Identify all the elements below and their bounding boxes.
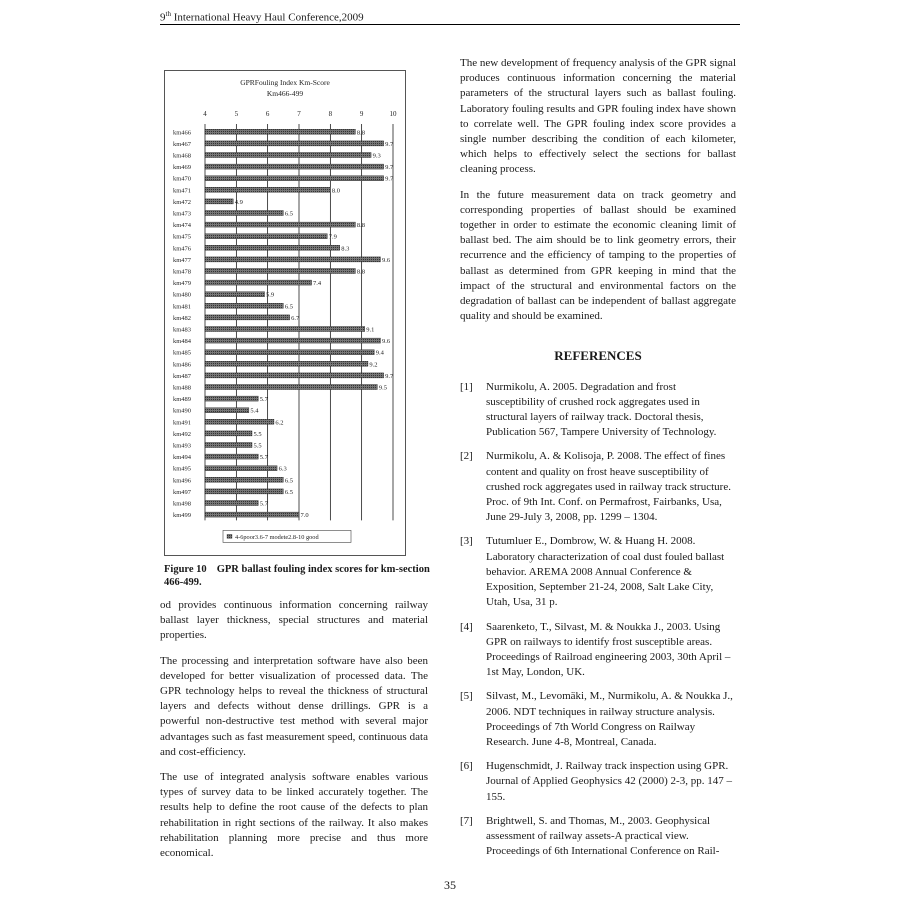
legend-label: 4-6poor3.6-7 modete2.8-10 good <box>235 533 319 541</box>
x-tick-label: 9 <box>359 110 364 118</box>
bar <box>205 501 258 506</box>
bar-value-label: 9.6 <box>381 338 391 346</box>
bar <box>205 477 283 482</box>
category-label: km470 <box>173 175 192 183</box>
bar-value-label: 7.4 <box>313 280 322 288</box>
bar <box>205 280 312 285</box>
header-number: 9 <box>160 11 166 24</box>
bar <box>205 512 299 517</box>
reference-number: [2] <box>460 450 473 463</box>
x-tick-label: 8 <box>328 110 333 118</box>
bar-value-label: 8.0 <box>331 187 340 195</box>
figure-caption <box>164 563 434 589</box>
reference-text: Hugenschmidt, J. Railway track inspection using GPR. Journal of Applied Geophysics 42 (2000) 2-3, pp. 147 – 155. <box>486 760 732 803</box>
category-label: km467 <box>173 140 192 148</box>
bar-value-label: 5.5 <box>253 442 262 450</box>
bar-value-label: 5.7 <box>259 500 268 508</box>
reference-item <box>460 380 736 441</box>
bar <box>205 187 330 192</box>
bar <box>205 443 252 448</box>
running-header <box>160 10 364 24</box>
bar-value-label: 5.5 <box>253 430 262 438</box>
category-label: km481 <box>173 303 192 311</box>
bar-value-label: 7.0 <box>300 512 309 520</box>
header-text: International Heavy Haul Conference,2009 <box>170 11 364 24</box>
figure-label: Figure 10 <box>164 564 207 575</box>
bar <box>205 315 290 320</box>
category-label: km475 <box>173 233 192 241</box>
bar <box>205 129 355 134</box>
page-number: 35 <box>444 878 456 892</box>
x-tick-label: 7 <box>297 110 301 118</box>
reference-item <box>460 814 736 860</box>
reference-text: Silvast, M., Levomäki, M., Nurmikolu, A. & Noukka J., 2006. NDT techniques in railway structure analysis. Proceedings of 7th World Congress on Railway Research. June 4-8, Montreal, Canada. <box>486 690 733 748</box>
bar <box>205 338 380 343</box>
bar <box>205 176 384 181</box>
x-tick-label: 4 <box>203 110 207 118</box>
category-label: km484 <box>173 338 192 346</box>
reference-text: Nurmikolu, A. 2005. Degradation and frost susceptibility of crushed rock aggregates used in structural layers of railway track. Doctoral thesis, Publication 567, Tampere University of Technology. <box>486 380 717 439</box>
fouling-index-chart <box>164 70 406 556</box>
right-column <box>460 56 736 868</box>
right-paragraph-2: In the future measurement data on track geometry and corresponding properties of ballast should be examined together in order to estimate the economic cleaning limit of ballast bed. The aim should be to link geometry errors, their recurrence and the efficiency of tamping to the properties of ballast as determined from GPR keeping in mind that the impact of the structural and environmental factors on the degradation of ballast can be independent of ballast aggregate quality and should be examined. <box>460 188 736 323</box>
category-label: km473 <box>173 210 192 218</box>
category-label: km496 <box>173 477 192 485</box>
category-label: km483 <box>173 326 192 334</box>
category-label: km491 <box>173 419 192 427</box>
bar <box>205 466 277 471</box>
category-label: km498 <box>173 500 192 508</box>
reference-item <box>460 689 736 750</box>
x-tick-label: 5 <box>234 110 239 118</box>
bar <box>205 396 258 401</box>
chart-subtitle: Km466-499 <box>266 89 304 98</box>
references-heading: REFERENCES <box>554 348 642 364</box>
x-tick-label: 6 <box>265 110 270 118</box>
bar-value-label: 6.5 <box>284 210 293 218</box>
bar-value-label: 7.9 <box>328 233 337 241</box>
category-label: km487 <box>173 372 192 380</box>
bar <box>205 303 283 308</box>
category-label: km493 <box>173 442 192 450</box>
reference-number: [6] <box>460 760 473 773</box>
bar <box>205 373 384 378</box>
bar-value-label: 5.4 <box>250 407 259 415</box>
reference-text: Brightwell, S. and Thomas, M., 2003. Geophysical assessment of railway assets-A practical view. Proceedings of 6th International Conference on Rail- <box>486 814 720 858</box>
bar <box>205 350 374 355</box>
bar-value-label: 6.5 <box>284 477 293 485</box>
category-label: km486 <box>173 361 192 369</box>
category-label: km469 <box>173 164 192 172</box>
chart-title: GPRFouling Index Km-Score <box>240 78 330 87</box>
bar-value-label: 6.3 <box>278 465 287 473</box>
category-label: km466 <box>173 129 192 137</box>
reference-text: Tutumluer E., Dombrow, W. & Huang H. 2008. Laboratory characterization of coal dust fouled ballast behavior. AREMA 2008 Annual Conference & Exposition, September 21-24, 2008, Salt Lake City, Utah, Usa, 31 p. <box>486 535 725 609</box>
header-suffix: th <box>165 10 171 18</box>
bar-value-label: 9.7 <box>385 372 394 380</box>
category-label: km488 <box>173 384 192 392</box>
category-label: km495 <box>173 465 192 473</box>
bar <box>205 257 380 262</box>
bar <box>205 327 365 332</box>
left-column <box>160 598 428 871</box>
reference-item <box>460 449 736 525</box>
reference-number: [1] <box>460 380 473 393</box>
reference-number: [7] <box>460 814 473 827</box>
bar-value-label: 9.1 <box>366 326 375 334</box>
category-label: km494 <box>173 454 192 462</box>
category-label: km476 <box>173 245 192 253</box>
category-label: km489 <box>173 396 192 404</box>
bar-value-label: 5.9 <box>266 291 275 299</box>
bar <box>205 489 283 494</box>
header-rule <box>160 24 740 25</box>
category-label: km480 <box>173 291 192 299</box>
reference-text: Nurmikolu, A. & Kolisoja, P. 2008. The effect of fines content and quality on frost heave susceptibility of crushed rock aggregates used in railway track structure. Proc. of 9th Int. Conf. on Permafrost, Fairbanks, Usa, June 29-July 3, 2008, pp. 1299 – 1304. <box>486 450 731 524</box>
bar <box>205 199 233 204</box>
category-label: km478 <box>173 268 192 276</box>
bar <box>205 222 355 227</box>
references-list <box>460 380 736 860</box>
reference-number: [5] <box>460 690 473 703</box>
bar <box>205 245 340 250</box>
bar-value-label: 6.5 <box>284 303 293 311</box>
bar-value-label: 8.8 <box>356 129 366 137</box>
bar-value-label: 9.6 <box>381 256 391 264</box>
category-label: km468 <box>173 152 192 160</box>
x-tick-label: 10 <box>389 110 397 118</box>
bar-value-label: 8.8 <box>356 222 366 230</box>
category-label: km474 <box>173 222 192 230</box>
reference-number: [4] <box>460 620 473 633</box>
chart-svg <box>165 71 405 555</box>
bar <box>205 234 327 239</box>
left-paragraph-3: The use of integrated analysis software enables various types of survey data to be linked accurately together. The results help to define the root cause of the defects to plan rehabilitation in right sections of the railway. It also makes rehabilitation planning more precise and thus more economical. <box>160 771 428 860</box>
category-label: km471 <box>173 187 192 195</box>
figure-caption-text: GPR ballast fouling index scores for km-section 466-499. <box>164 564 430 588</box>
reference-item <box>460 620 736 681</box>
category-label: km490 <box>173 407 192 415</box>
category-label: km499 <box>173 512 192 520</box>
bar <box>205 385 377 390</box>
bar-value-label: 6.5 <box>284 488 293 496</box>
bar <box>205 361 368 366</box>
reference-item <box>460 759 736 805</box>
left-paragraph-2: The processing and interpretation software have also been developed for better visualization of processed data. The GPR technology helps to reveal the thickness of structural layers and defects without dense drillings. GPR is a powerful non-destructive test method with several major advantages such as fast measurement speed, continuous data and cost-efficiency. <box>160 654 428 758</box>
category-label: km497 <box>173 488 192 496</box>
bar <box>205 141 384 146</box>
bar-value-label: 9.4 <box>375 349 384 357</box>
bar-value-label: 9.3 <box>372 152 381 160</box>
reference-number: [3] <box>460 535 473 548</box>
category-label: km485 <box>173 349 192 357</box>
bar-value-label: 9.2 <box>369 361 378 369</box>
bar-value-label: 8.8 <box>356 268 366 276</box>
legend-swatch <box>227 534 232 538</box>
bar-value-label: 9.7 <box>385 164 394 172</box>
bar-value-label: 9.7 <box>385 175 394 183</box>
bar-value-label: 5.7 <box>259 396 268 404</box>
bar <box>205 269 355 274</box>
category-label: km492 <box>173 430 192 438</box>
bar-value-label: 9.5 <box>378 384 387 392</box>
bar <box>205 454 258 459</box>
left-paragraph-1: od provides continuous information concerning railway ballast layer thickness, special structures and material properties. <box>160 599 428 642</box>
bar <box>205 419 274 424</box>
category-label: km482 <box>173 314 192 322</box>
bar <box>205 292 265 297</box>
bar-value-label: 8.3 <box>341 245 350 253</box>
right-paragraph-1: The new development of frequency analysis of the GPR signal produces continuous information concerning the material parameters of the structural layers such as ballast fouling. Laboratory fouling results and GPR fouling index have shown to correlate well. The GPR fouling index score provides a single number describing the condition of each kilometer, which helps to effectively select the sections for ballast cleaning process. <box>460 57 736 176</box>
reference-item <box>460 534 736 610</box>
reference-text: Saarenketo, T., Silvast, M. & Noukka J., 2003. Using GPR on railways to identify frost susceptible areas. Proceedings of Railroad engineering 2003, 30th April – 1st May, London, UK. <box>486 620 731 679</box>
category-label: km479 <box>173 280 192 288</box>
bar-value-label: 9.7 <box>385 140 394 148</box>
category-label: km472 <box>173 198 192 206</box>
bar <box>205 211 283 216</box>
bar <box>205 164 384 169</box>
bar-value-label: 6.2 <box>275 419 284 427</box>
bar <box>205 408 249 413</box>
category-label: km477 <box>173 256 192 264</box>
bar <box>205 153 371 158</box>
bar <box>205 431 252 436</box>
bar-value-label: 5.7 <box>259 454 268 462</box>
bar-value-label: 6.7 <box>291 314 300 322</box>
bar-value-label: 4.9 <box>234 198 243 206</box>
